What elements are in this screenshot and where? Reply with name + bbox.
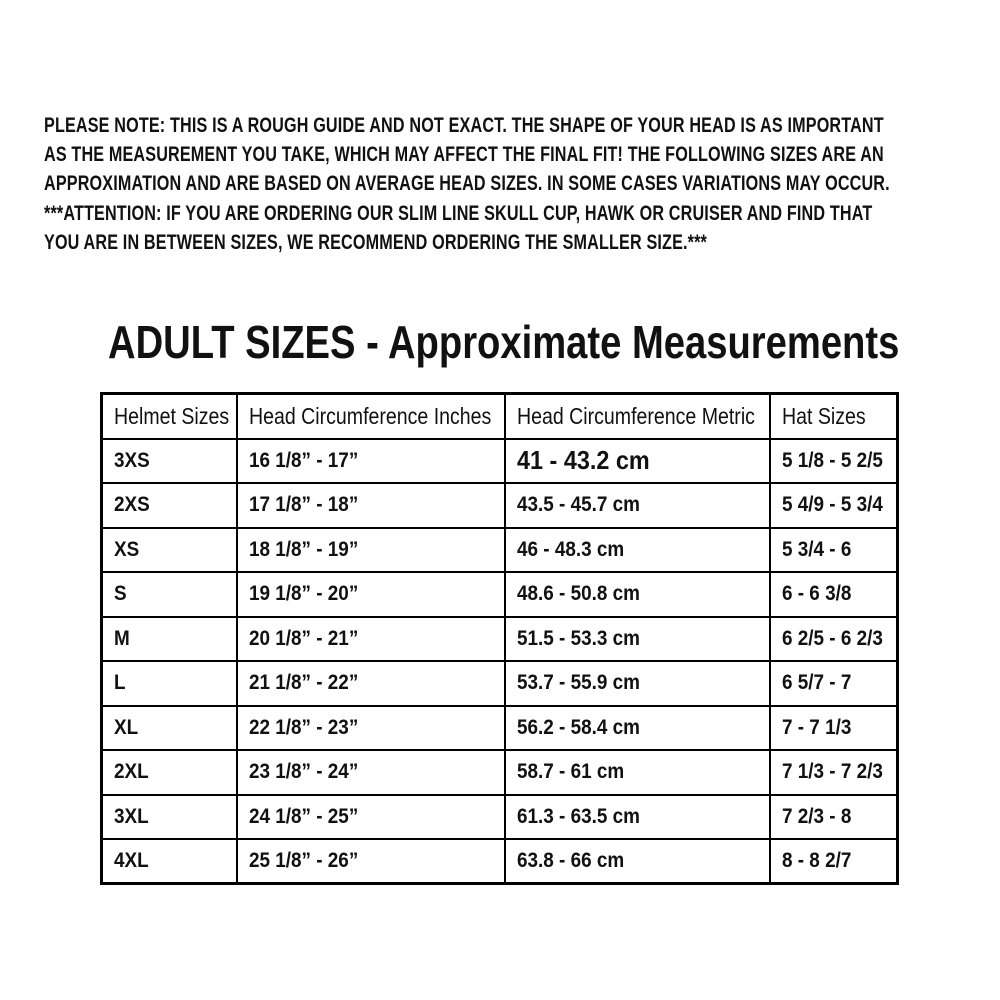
column-header-inches (237, 394, 505, 439)
metric-value: 43.5 - 45.7 cm (516, 493, 640, 517)
inches-value: 21 1/8” - 22” (248, 671, 358, 695)
hat-size-value: 6 2/5 - 6 2/3 (781, 626, 883, 650)
table-row (102, 439, 898, 484)
column-header-label: Hat Sizes (781, 402, 866, 429)
cell-inches (237, 572, 505, 617)
cell-helmet-size (102, 528, 237, 573)
hat-size-value: 6 5/7 - 7 (781, 671, 851, 695)
helmet-size-value: 4XL (114, 849, 149, 872)
inches-value: 18 1/8” - 19” (248, 537, 358, 561)
hat-size-value: 7 1/3 - 7 2/3 (781, 760, 883, 784)
cell-inches (237, 661, 505, 706)
cell-inches (237, 439, 505, 484)
inches-value: 22 1/8” - 23” (248, 715, 358, 739)
metric-value: 51.5 - 53.3 cm (516, 626, 640, 650)
cell-helmet-size (102, 439, 237, 484)
inches-value: 20 1/8” - 21” (248, 626, 358, 650)
table-header-row (102, 394, 898, 439)
helmet-size-value: S (114, 582, 127, 606)
metric-value: 46 - 48.3 cm (516, 537, 624, 561)
cell-metric (505, 661, 770, 706)
attention-line: ***ATTENTION: IF YOU ARE ORDERING OUR SLIM LINE SKULL CUP, HAWK OR CRUISER AND FIND THAT (44, 202, 873, 225)
metric-value: 61.3 - 63.5 cm (516, 804, 640, 828)
cell-inches (237, 528, 505, 573)
cell-helmet-size (102, 839, 237, 884)
cell-hat-size (770, 839, 898, 884)
inches-value: 16 1/8” - 17” (248, 448, 358, 472)
cell-metric (505, 572, 770, 617)
cell-hat-size (770, 795, 898, 840)
inches-value: 25 1/8” - 26” (248, 849, 358, 872)
cell-metric (505, 483, 770, 528)
table-row (102, 750, 898, 795)
table-row (102, 839, 898, 884)
inches-value: 23 1/8” - 24” (248, 760, 358, 784)
helmet-size-value: 2XS (114, 493, 150, 517)
metric-value: 56.2 - 58.4 cm (516, 715, 640, 739)
cell-inches (237, 795, 505, 840)
column-header-hat-sizes (770, 394, 898, 439)
column-header-label: Head Circumference Inches (248, 402, 491, 429)
cell-inches (237, 839, 505, 884)
please-note-paragraph (44, 111, 1000, 198)
table-row (102, 528, 898, 573)
note-line: APPROXIMATION AND ARE BASED ON AVERAGE HEAD SIZES. IN SOME CASES VARIATIONS MAY OCCUR. (44, 172, 890, 195)
cell-metric (505, 795, 770, 840)
cell-hat-size (770, 483, 898, 528)
hat-size-value: 7 - 7 1/3 (781, 715, 851, 739)
cell-metric (505, 839, 770, 884)
column-header-label: Head Circumference Metric (516, 402, 755, 429)
helmet-size-value: L (114, 671, 126, 695)
adult-sizes-table (100, 392, 899, 885)
table-row (102, 706, 898, 751)
note-line: AS THE MEASUREMENT YOU TAKE, WHICH MAY AFFECT THE FINAL FIT! THE FOLLOWING SIZES ARE AN (44, 143, 884, 166)
cell-helmet-size (102, 483, 237, 528)
cell-hat-size (770, 706, 898, 751)
helmet-size-value: M (114, 626, 130, 650)
cell-metric (505, 528, 770, 573)
cell-metric (505, 617, 770, 662)
cell-helmet-size (102, 572, 237, 617)
cell-helmet-size (102, 661, 237, 706)
helmet-size-value: 2XL (114, 760, 149, 784)
cell-helmet-size (102, 795, 237, 840)
column-header-label: Helmet Sizes (114, 402, 230, 429)
hat-size-value: 5 4/9 - 5 3/4 (781, 493, 883, 517)
helmet-size-value: XS (114, 537, 140, 561)
cell-inches (237, 483, 505, 528)
cell-hat-size (770, 661, 898, 706)
cell-helmet-size (102, 617, 237, 662)
cell-hat-size (770, 750, 898, 795)
hat-size-value: 5 1/8 - 5 2/5 (781, 448, 883, 472)
helmet-size-value: 3XL (114, 804, 149, 828)
page-title: ADULT SIZES - Approximate Measurements (108, 316, 900, 368)
cell-metric (505, 439, 770, 484)
cell-inches (237, 706, 505, 751)
hat-size-value: 8 - 8 2/7 (781, 849, 851, 872)
hat-size-value: 5 3/4 - 6 (781, 537, 851, 561)
table-row (102, 795, 898, 840)
metric-value: 58.7 - 61 cm (516, 760, 624, 784)
cell-inches (237, 617, 505, 662)
metric-value: 41 - 43.2 cm (516, 445, 650, 476)
helmet-size-value: XL (114, 715, 139, 739)
inches-value: 17 1/8” - 18” (248, 493, 358, 517)
inches-value: 24 1/8” - 25” (248, 804, 358, 828)
hat-size-value: 6 - 6 3/8 (781, 582, 851, 606)
column-header-helmet-sizes (102, 394, 237, 439)
column-header-metric (505, 394, 770, 439)
cell-helmet-size (102, 706, 237, 751)
cell-helmet-size (102, 750, 237, 795)
cell-metric (505, 706, 770, 751)
cell-hat-size (770, 439, 898, 484)
table-row (102, 661, 898, 706)
table-row (102, 617, 898, 662)
helmet-size-value: 3XS (114, 448, 150, 472)
cell-hat-size (770, 617, 898, 662)
cell-metric (505, 750, 770, 795)
metric-value: 48.6 - 50.8 cm (516, 582, 640, 606)
table-row (102, 572, 898, 617)
cell-hat-size (770, 528, 898, 573)
inches-value: 19 1/8” - 20” (248, 582, 358, 606)
cell-hat-size (770, 572, 898, 617)
hat-size-value: 7 2/3 - 8 (781, 804, 851, 828)
table-row (102, 483, 898, 528)
attention-line: YOU ARE IN BETWEEN SIZES, WE RECOMMEND ORDERING THE SMALLER SIZE.*** (44, 231, 708, 254)
note-line: PLEASE NOTE: THIS IS A ROUGH GUIDE AND NOT EXACT. THE SHAPE OF YOUR HEAD IS AS IMPORTANT (44, 114, 884, 137)
attention-paragraph (44, 199, 1000, 257)
cell-inches (237, 750, 505, 795)
metric-value: 63.8 - 66 cm (516, 849, 624, 872)
metric-value: 53.7 - 55.9 cm (516, 671, 640, 695)
